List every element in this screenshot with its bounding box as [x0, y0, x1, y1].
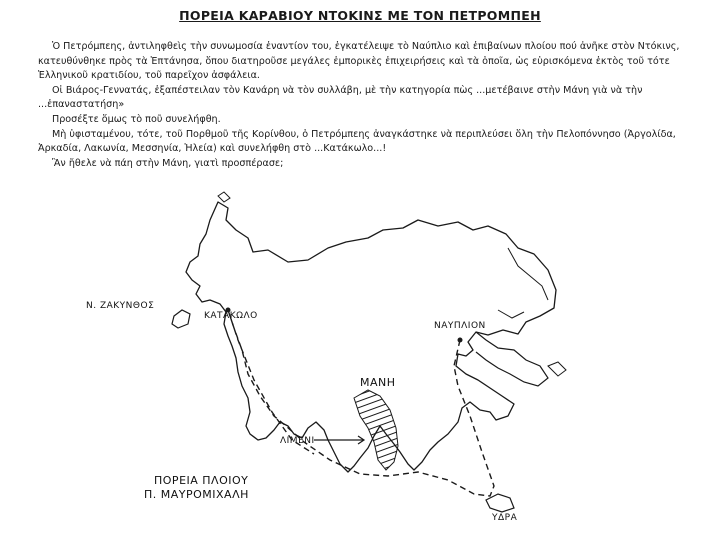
paragraph: Ὁ Πετρόμπεης, ἀντιληφθεὶς τὴν συνωμοσία ἐναντίον του, ἐγκατέλειψε τὸ Ναύπλιο καὶ ἐπιβαίνων πλοίου πού ἀνῆκε στὸν Ντόκινς, κατευθύνθηκε πρὸς τὰ Ἑπτάνησα, ὅπου διατηροῦσε μεγάλες ἐμπορικὲς ἐπιχειρήσεις καὶ τὰ ὁποῖα, ὡς εὑρισκόμενα ἐκτὸς τοῦ τότε Ἑλληνικοῦ κρατιδίου, τοῦ παρεῖχον ἀσφάλεια.: [38, 41, 680, 82]
argolid-peninsula: [476, 332, 548, 386]
paragraph: Προσέξτε ὅμως τὸ ποῦ συνελήφθη.: [52, 113, 221, 125]
gulf-coastline: [498, 248, 548, 318]
mani-label: ΜΑΝΗ: [360, 376, 396, 389]
paragraph: Ἂν ἤθελε νὰ πάη στὴν Μάνη, γιατὶ προσπέρασε;: [52, 157, 284, 169]
paragraph: Οἱ Βιάρος-Γεννατάς, ἐξαπέστειλαν τὸν Κανάρη νὰ τὸν συλλάβη, μὲ τὴν κατηγορία πὼς ...μετέβαινε στὴν Μάνη γιὰ νὰ τὴν ...ἐπαναστατήση»: [38, 84, 643, 111]
nafplio-label: ΝΑΥΠΛΙΟΝ: [434, 321, 486, 331]
document-body: [38, 40, 698, 171]
katakolo-label: ΚΑΤΑΚΩΛΟ: [204, 311, 258, 321]
zakynthos-island: [172, 310, 190, 328]
nafplio-marker: [458, 338, 463, 343]
route-legend-line1: ΠΟΡΕΙΑ ΠΛΟΙΟΥ: [154, 474, 249, 487]
limeni-label: ΛΙΜΕΝΙ: [280, 436, 315, 446]
peloponnese-map: [78, 190, 638, 535]
zakynthos-label: Ν. ΖΑΚΥΝΘΟΣ: [86, 301, 155, 311]
route-legend-line2: Π. ΜΑΥΡΟΜΙΧΑΛΗ: [144, 488, 249, 501]
paragraph: Μὴ ὑφισταμένου, τότε, τοῦ Πορθμοῦ τῆς Κορίνθου, ὁ Πετρόμπεης ἀναγκάστηκε νὰ περιπλεύσει ὅλη τὴν Πελοπόννησο (Ἀργολίδα, Ἀρκαδία, Λακωνία, Μεσσηνία, Ἠλεία) καὶ συνελήφθη στὸ ...Κατάκωλο...!: [38, 128, 676, 155]
islet: [218, 192, 230, 202]
document-title: ΠΟΡΕΙΑ ΚΑΡΑΒΙΟΥ ΝΤΟΚΙΝΣ ΜΕ ΤΟΝ ΠΕΤΡΟΜΠΕΗ: [179, 8, 541, 23]
islet: [548, 362, 566, 376]
limeni-arrow: [314, 436, 364, 444]
ydra-label: ΥΔΡΑ: [492, 513, 518, 523]
